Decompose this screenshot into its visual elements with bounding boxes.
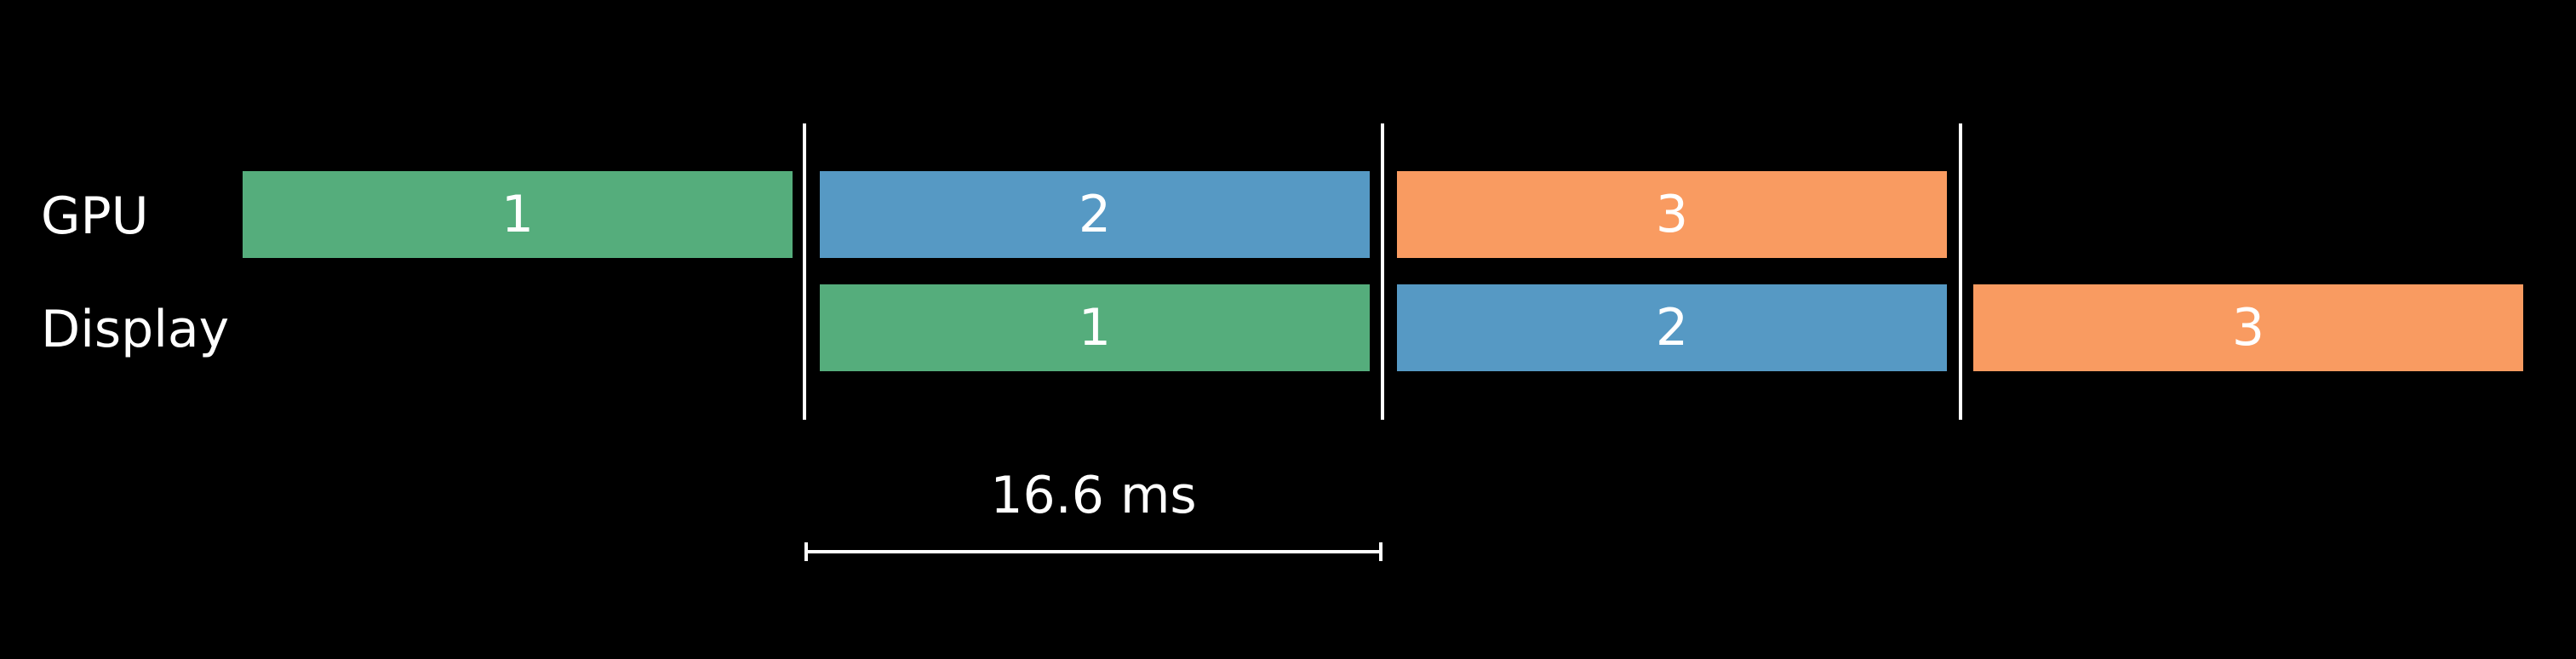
display-frame-3-label: 3: [2231, 298, 2265, 358]
vsync-line-3: [1959, 123, 1962, 420]
interval-bracket-start: [804, 542, 808, 561]
gpu-frame-2: [820, 171, 1370, 258]
gpu-frame-3: [1397, 171, 1947, 258]
gpu-frame-2-label: 2: [1078, 185, 1112, 244]
interval-bracket-line: [804, 550, 1382, 553]
display-frame-2: [1397, 284, 1947, 371]
interval-bracket-end: [1379, 542, 1382, 561]
row-label-display: Display: [41, 300, 230, 359]
display-frame-2-label: 2: [1655, 298, 1689, 358]
row-label-gpu: GPU: [41, 186, 149, 246]
vsync-line-2: [1381, 123, 1384, 420]
display-frame-3: [1973, 284, 2523, 371]
interval-label: 16.6 ms: [990, 466, 1197, 525]
gpu-frame-1: [243, 171, 793, 258]
vsync-line-1: [803, 123, 806, 420]
display-frame-1-label: 1: [1078, 298, 1112, 358]
display-frame-1: [820, 284, 1370, 371]
gpu-frame-1-label: 1: [501, 185, 535, 244]
gpu-frame-3-label: 3: [1655, 185, 1689, 244]
